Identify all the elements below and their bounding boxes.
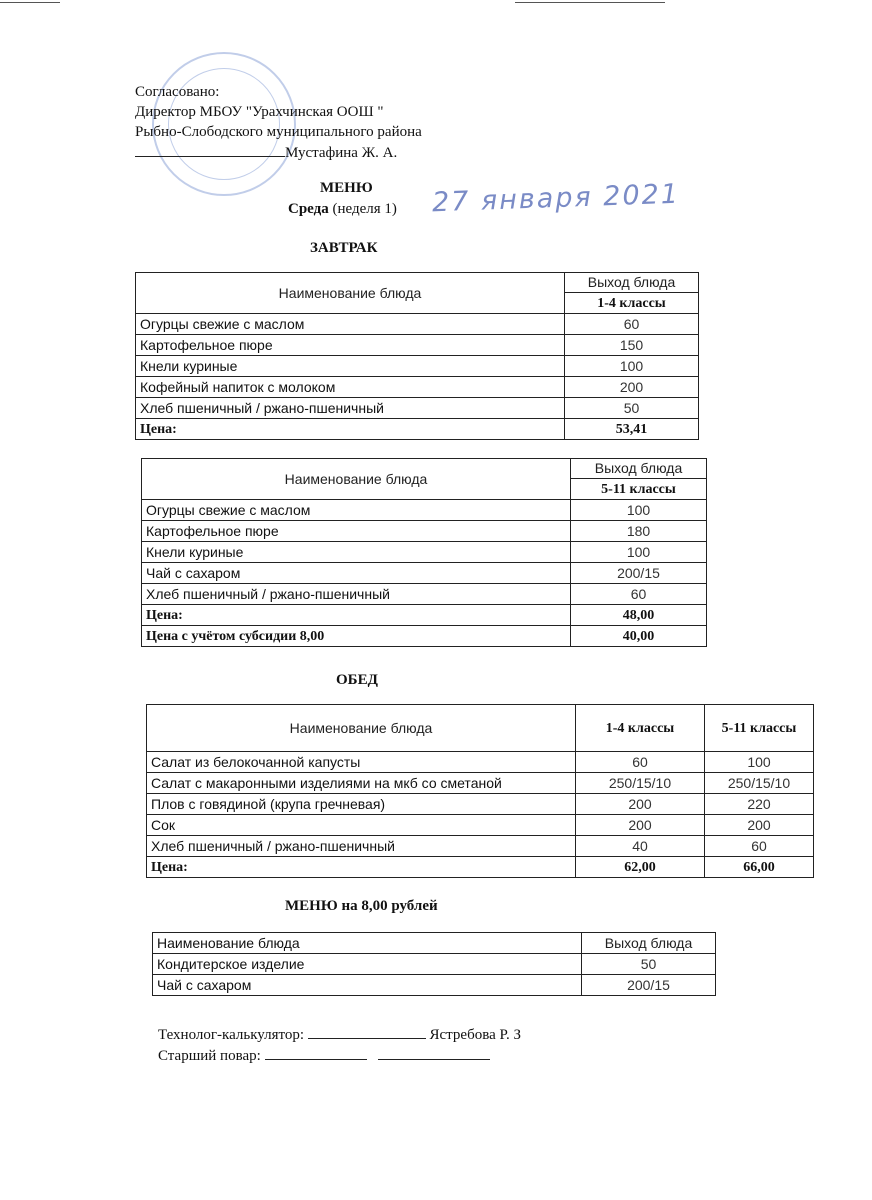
table-row	[142, 563, 707, 584]
dish-name: Кондитерское изделие	[153, 954, 582, 975]
technologist-signature-row	[158, 1024, 521, 1044]
dish-output-5-11: 60	[705, 836, 814, 857]
dish-name: Плов с говядиной (крупа гречневая)	[147, 794, 576, 815]
dish-output-1-4: 60	[576, 752, 705, 773]
dish-name: Чай с сахаром	[153, 975, 582, 996]
lunch-table	[146, 704, 814, 878]
price-row	[147, 857, 814, 878]
dish-name: Огурцы свежие с маслом	[136, 314, 565, 335]
scan-edge-line	[515, 2, 665, 3]
dish-name: Сок	[147, 815, 576, 836]
dish-name: Хлеб пшеничный / ржано-пшеничный	[142, 584, 571, 605]
technologist-label: Технолог-калькулятор:	[158, 1027, 305, 1043]
table-row	[153, 975, 716, 996]
approval-signature-row	[135, 142, 422, 163]
subsidy-price-value: 40,00	[571, 626, 707, 647]
dish-output: 200	[565, 377, 699, 398]
approval-director: Директор МБОУ "Урахчинская ООШ "	[135, 104, 384, 120]
table-row	[147, 836, 814, 857]
table-header-row	[136, 273, 699, 293]
dish-output: 50	[582, 954, 716, 975]
price-value-1-4: 62,00	[576, 857, 705, 878]
technologist-name: Ястребова Р. З	[429, 1027, 521, 1043]
name-line	[378, 1045, 490, 1060]
cook-label: Старший повар:	[158, 1048, 261, 1064]
dish-output-1-4: 200	[576, 815, 705, 836]
dish-output: 60	[565, 314, 699, 335]
dish-name: Картофельное пюре	[142, 521, 571, 542]
approval-district: Рыбно-Слободского муниципального района	[135, 124, 422, 140]
dish-name: Кофейный напиток с молоком	[136, 377, 565, 398]
table-row	[136, 356, 699, 377]
table-row	[147, 773, 814, 794]
table-row	[142, 584, 707, 605]
dish-name: Кнели куриные	[136, 356, 565, 377]
dish-output: 100	[571, 500, 707, 521]
table-row	[142, 542, 707, 563]
column-header-name: Наименование блюда	[136, 273, 565, 314]
dish-name: Салат с макаронными изделиями на мкб со сметаной	[147, 773, 576, 794]
price-label: Цена:	[147, 857, 576, 878]
price-value-5-11: 66,00	[705, 857, 814, 878]
table-row	[142, 521, 707, 542]
day-line	[288, 201, 397, 218]
dish-output-1-4: 250/15/10	[576, 773, 705, 794]
approval-label: Согласовано:	[135, 84, 220, 100]
column-header-output: Выход блюда	[582, 933, 716, 954]
handwritten-date: 27 января 2021	[431, 178, 681, 219]
dish-name: Чай с сахаром	[142, 563, 571, 584]
dish-name: Хлеб пшеничный / ржано-пшеничный	[147, 836, 576, 857]
price-label: Цена:	[142, 605, 571, 626]
table-row	[136, 398, 699, 419]
subsidy-price-row	[142, 626, 707, 647]
price-label: Цена:	[136, 419, 565, 440]
price-value: 48,00	[571, 605, 707, 626]
dish-output: 200/15	[571, 563, 707, 584]
signature-line	[308, 1024, 426, 1039]
column-header-name: Наименование блюда	[153, 933, 582, 954]
dish-name: Картофельное пюре	[136, 335, 565, 356]
column-header-name: Наименование блюда	[147, 705, 576, 752]
dish-name: Хлеб пшеничный / ржано-пшеничный	[136, 398, 565, 419]
table-row	[136, 314, 699, 335]
dish-output: 100	[571, 542, 707, 563]
subsidy-label: Цена с учётом субсидии 8,00	[142, 626, 571, 647]
signature-line	[135, 142, 285, 157]
table-row	[147, 815, 814, 836]
price-row	[142, 605, 707, 626]
dish-output-1-4: 40	[576, 836, 705, 857]
dish-name: Кнели куриные	[142, 542, 571, 563]
table-row	[147, 794, 814, 815]
dish-output-5-11: 200	[705, 815, 814, 836]
extra-menu-heading: МЕНЮ на 8,00 рублей	[285, 898, 438, 914]
column-header-output: Выход блюда	[565, 273, 699, 293]
column-header-output: Выход блюда	[571, 459, 707, 479]
dish-output: 50	[565, 398, 699, 419]
dish-output: 180	[571, 521, 707, 542]
dish-output: 60	[571, 584, 707, 605]
dish-name: Огурцы свежие с маслом	[142, 500, 571, 521]
page-title: МЕНЮ	[320, 180, 373, 196]
table-row	[142, 500, 707, 521]
breakfast-heading: ЗАВТРАК	[310, 240, 378, 256]
column-header-group: 1-4 классы	[565, 293, 699, 314]
scan-edge-line	[0, 2, 60, 3]
table-row	[153, 954, 716, 975]
signature-line	[265, 1045, 367, 1060]
table-header-row	[153, 933, 716, 954]
dish-output-5-11: 220	[705, 794, 814, 815]
approval-block	[135, 82, 422, 163]
breakfast-table-5-11	[141, 458, 707, 647]
price-value: 53,41	[565, 419, 699, 440]
dish-output-5-11: 100	[705, 752, 814, 773]
dish-output: 200/15	[582, 975, 716, 996]
price-row	[136, 419, 699, 440]
table-row	[136, 377, 699, 398]
breakfast-table-1-4	[135, 272, 699, 440]
dish-output: 150	[565, 335, 699, 356]
cook-signature-row	[158, 1045, 490, 1065]
dish-name: Салат из белокочанной капусты	[147, 752, 576, 773]
column-header-name: Наименование блюда	[142, 459, 571, 500]
column-header-group: 5-11 классы	[571, 479, 707, 500]
table-row	[136, 335, 699, 356]
table-header-row	[147, 705, 814, 752]
lunch-heading: ОБЕД	[336, 672, 378, 688]
extra-menu-table	[152, 932, 716, 996]
week-number: (неделя 1)	[332, 201, 397, 217]
dish-output-1-4: 200	[576, 794, 705, 815]
column-header-1-4: 1-4 классы	[576, 705, 705, 752]
column-header-5-11: 5-11 классы	[705, 705, 814, 752]
dish-output: 100	[565, 356, 699, 377]
dish-output-5-11: 250/15/10	[705, 773, 814, 794]
table-row	[147, 752, 814, 773]
table-header-row	[142, 459, 707, 479]
approval-name: Мустафина Ж. А.	[285, 145, 398, 161]
day-name: Среда	[288, 201, 329, 217]
